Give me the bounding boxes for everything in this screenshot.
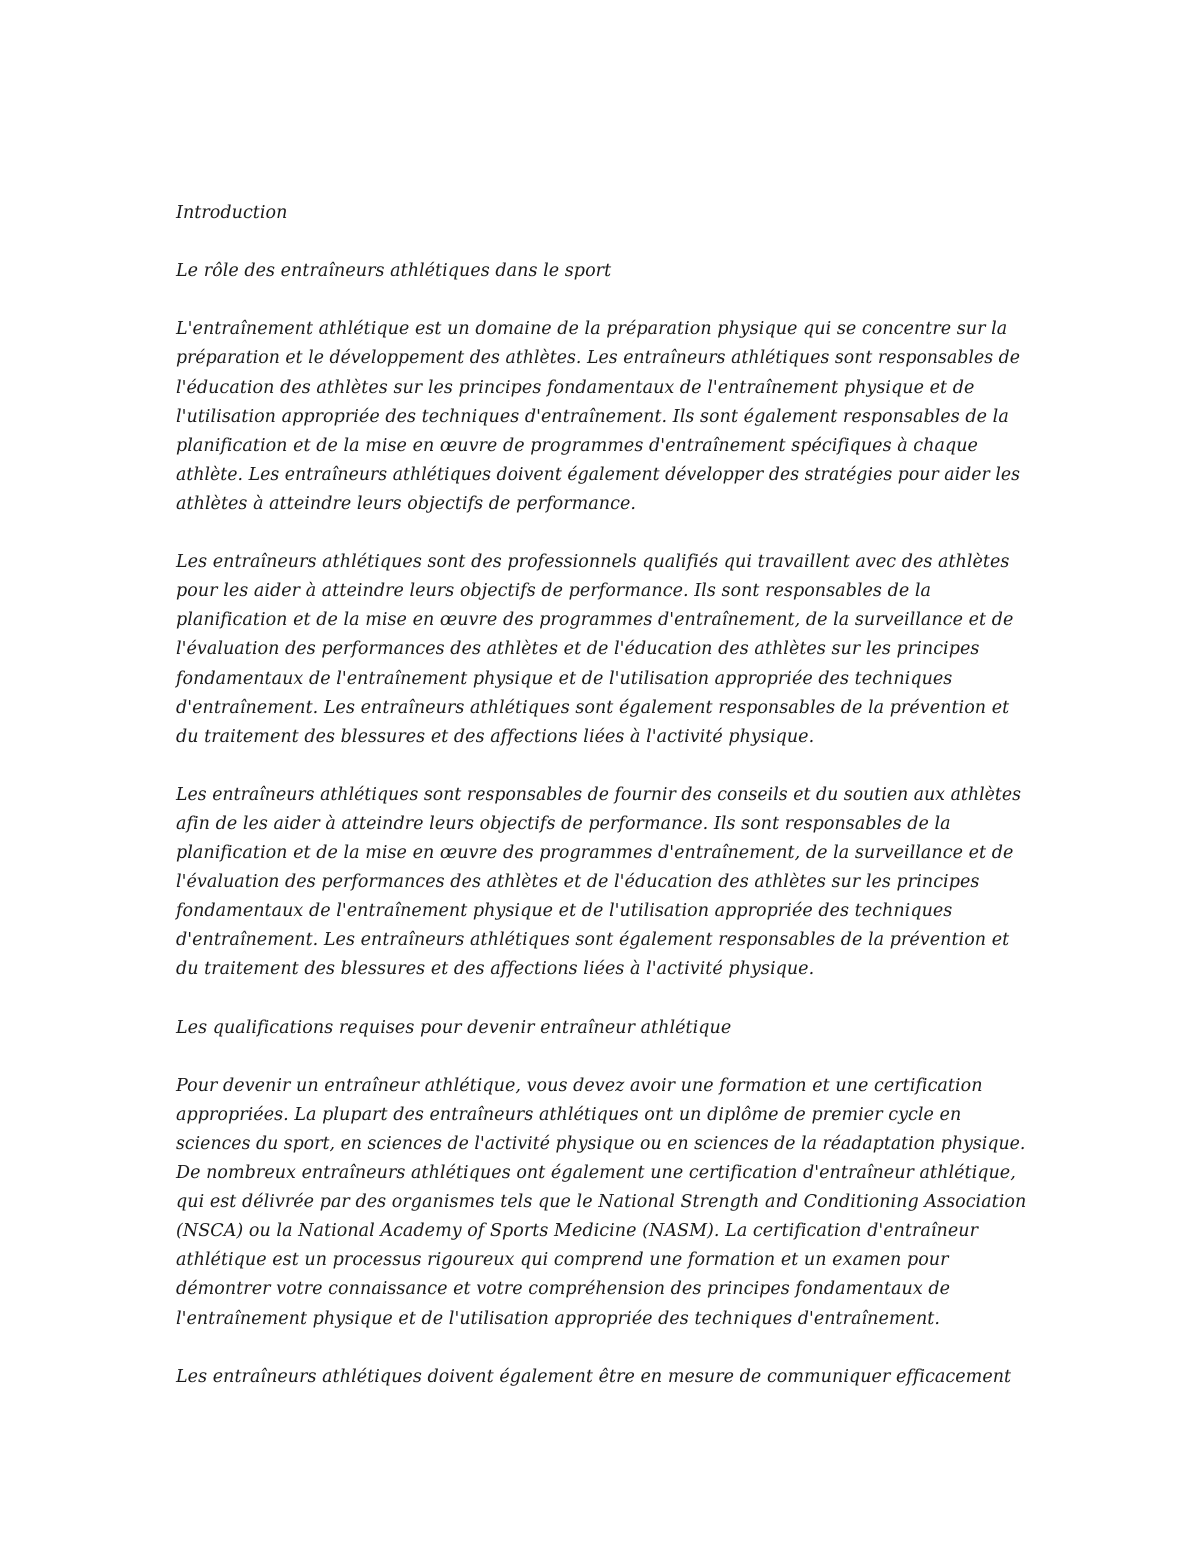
heading-introduction bbox=[176, 199, 1031, 228]
paragraph-line: athlétique est un processus rigoureux qui comprend une formation et un examen pour bbox=[176, 1250, 949, 1271]
paragraph-line: préparation et le développement des athlètes. Les entraîneurs athlétiques sont responsables de bbox=[176, 348, 1021, 369]
section-title-text: Les qualifications requises pour devenir entraîneur athlétique bbox=[176, 1017, 732, 1038]
paragraph-line: l'éducation des athlètes sur les principes fondamentaux de l'entraînement physique et de bbox=[176, 377, 975, 398]
paragraph-line: pour les aider à atteindre leurs objectifs de performance. Ils sont responsables de la bbox=[176, 581, 931, 602]
section-title-text: Le rôle des entraîneurs athlétiques dans le sport bbox=[176, 261, 612, 282]
paragraph-4 bbox=[176, 1072, 1031, 1334]
paragraph-line: De nombreux entraîneurs athlétiques ont également une certification d'entraîneur athlétique, bbox=[176, 1163, 1016, 1184]
paragraph-line: Les entraîneurs athlétiques doivent également être en mesure de communiquer efficacement bbox=[176, 1366, 1012, 1387]
paragraph-line: l'utilisation appropriée des techniques d'entraînement. Ils sont également responsables de la bbox=[176, 406, 1009, 427]
paragraph-line: L'entraînement athlétique est un domaine de la préparation physique qui se concentre sur la bbox=[176, 319, 1008, 340]
section-title-qualifications bbox=[176, 1014, 1031, 1043]
paragraph-2 bbox=[176, 548, 1031, 752]
paragraph-1 bbox=[176, 315, 1031, 519]
paragraph-line: planification et de la mise en œuvre des programmes d'entraînement, de la surveillance et de bbox=[176, 610, 1014, 631]
paragraph-line: fondamentaux de l'entraînement physique et de l'utilisation appropriée des techniques bbox=[176, 901, 953, 922]
paragraph-line: d'entraînement. Les entraîneurs athlétiques sont également responsables de la prévention et bbox=[176, 930, 1010, 951]
paragraph-line: l'évaluation des performances des athlètes et de l'éducation des athlètes sur les principes bbox=[176, 639, 980, 660]
paragraph-line: appropriées. La plupart des entraîneurs athlétiques ont un diplôme de premier cycle en bbox=[176, 1104, 962, 1125]
paragraph-line: fondamentaux de l'entraînement physique et de l'utilisation appropriée des techniques bbox=[176, 668, 953, 689]
paragraph-line: Pour devenir un entraîneur athlétique, vous devez avoir une formation et une certification bbox=[176, 1075, 983, 1096]
paragraph-line: démontrer votre connaissance et votre compréhension des principes fondamentaux de bbox=[176, 1279, 951, 1300]
paragraph-line: Les entraîneurs athlétiques sont responsables de fournir des conseils et du soutien aux athlètes bbox=[176, 784, 1022, 805]
paragraph-line: planification et de la mise en œuvre des programmes d'entraînement, de la surveillance et de bbox=[176, 843, 1014, 864]
paragraph-line: l'évaluation des performances des athlètes et de l'éducation des athlètes sur les principes bbox=[176, 872, 980, 893]
paragraph-line: d'entraînement. Les entraîneurs athlétiques sont également responsables de la prévention et bbox=[176, 697, 1010, 718]
paragraph-line: athlètes à atteindre leurs objectifs de performance. bbox=[176, 493, 636, 514]
paragraph-line: Les entraîneurs athlétiques sont des professionnels qualifiés qui travaillent avec des athlètes bbox=[176, 552, 1010, 573]
section-title-role bbox=[176, 257, 1031, 286]
paragraph-line: l'entraînement physique et de l'utilisation appropriée des techniques d'entraînement. bbox=[176, 1308, 940, 1329]
document-body bbox=[176, 199, 1031, 1421]
paragraph-5 bbox=[176, 1363, 1031, 1392]
paragraph-line: qui est délivrée par des organismes tels que le National Strength and Conditioning Association bbox=[176, 1192, 1027, 1213]
paragraph-line: afin de les aider à atteindre leurs objectifs de performance. Ils sont responsables de la bbox=[176, 813, 951, 834]
paragraph-3 bbox=[176, 781, 1031, 985]
paragraph-line: (NSCA) ou la National Academy of Sports Medicine (NASM). La certification d'entraîneur bbox=[176, 1221, 979, 1242]
paragraph-line: athlète. Les entraîneurs athlétiques doivent également développer des stratégies pour aider les bbox=[176, 464, 1021, 485]
paragraph-line: sciences du sport, en sciences de l'activité physique ou en sciences de la réadaptation physique. bbox=[176, 1134, 1026, 1154]
paragraph-line: du traitement des blessures et des affections liées à l'activité physique. bbox=[176, 959, 815, 980]
heading-text: Introduction bbox=[176, 203, 288, 223]
paragraph-line: planification et de la mise en œuvre de programmes d'entraînement spécifiques à chaque bbox=[176, 435, 978, 456]
paragraph-line: du traitement des blessures et des affections liées à l'activité physique. bbox=[176, 726, 815, 747]
